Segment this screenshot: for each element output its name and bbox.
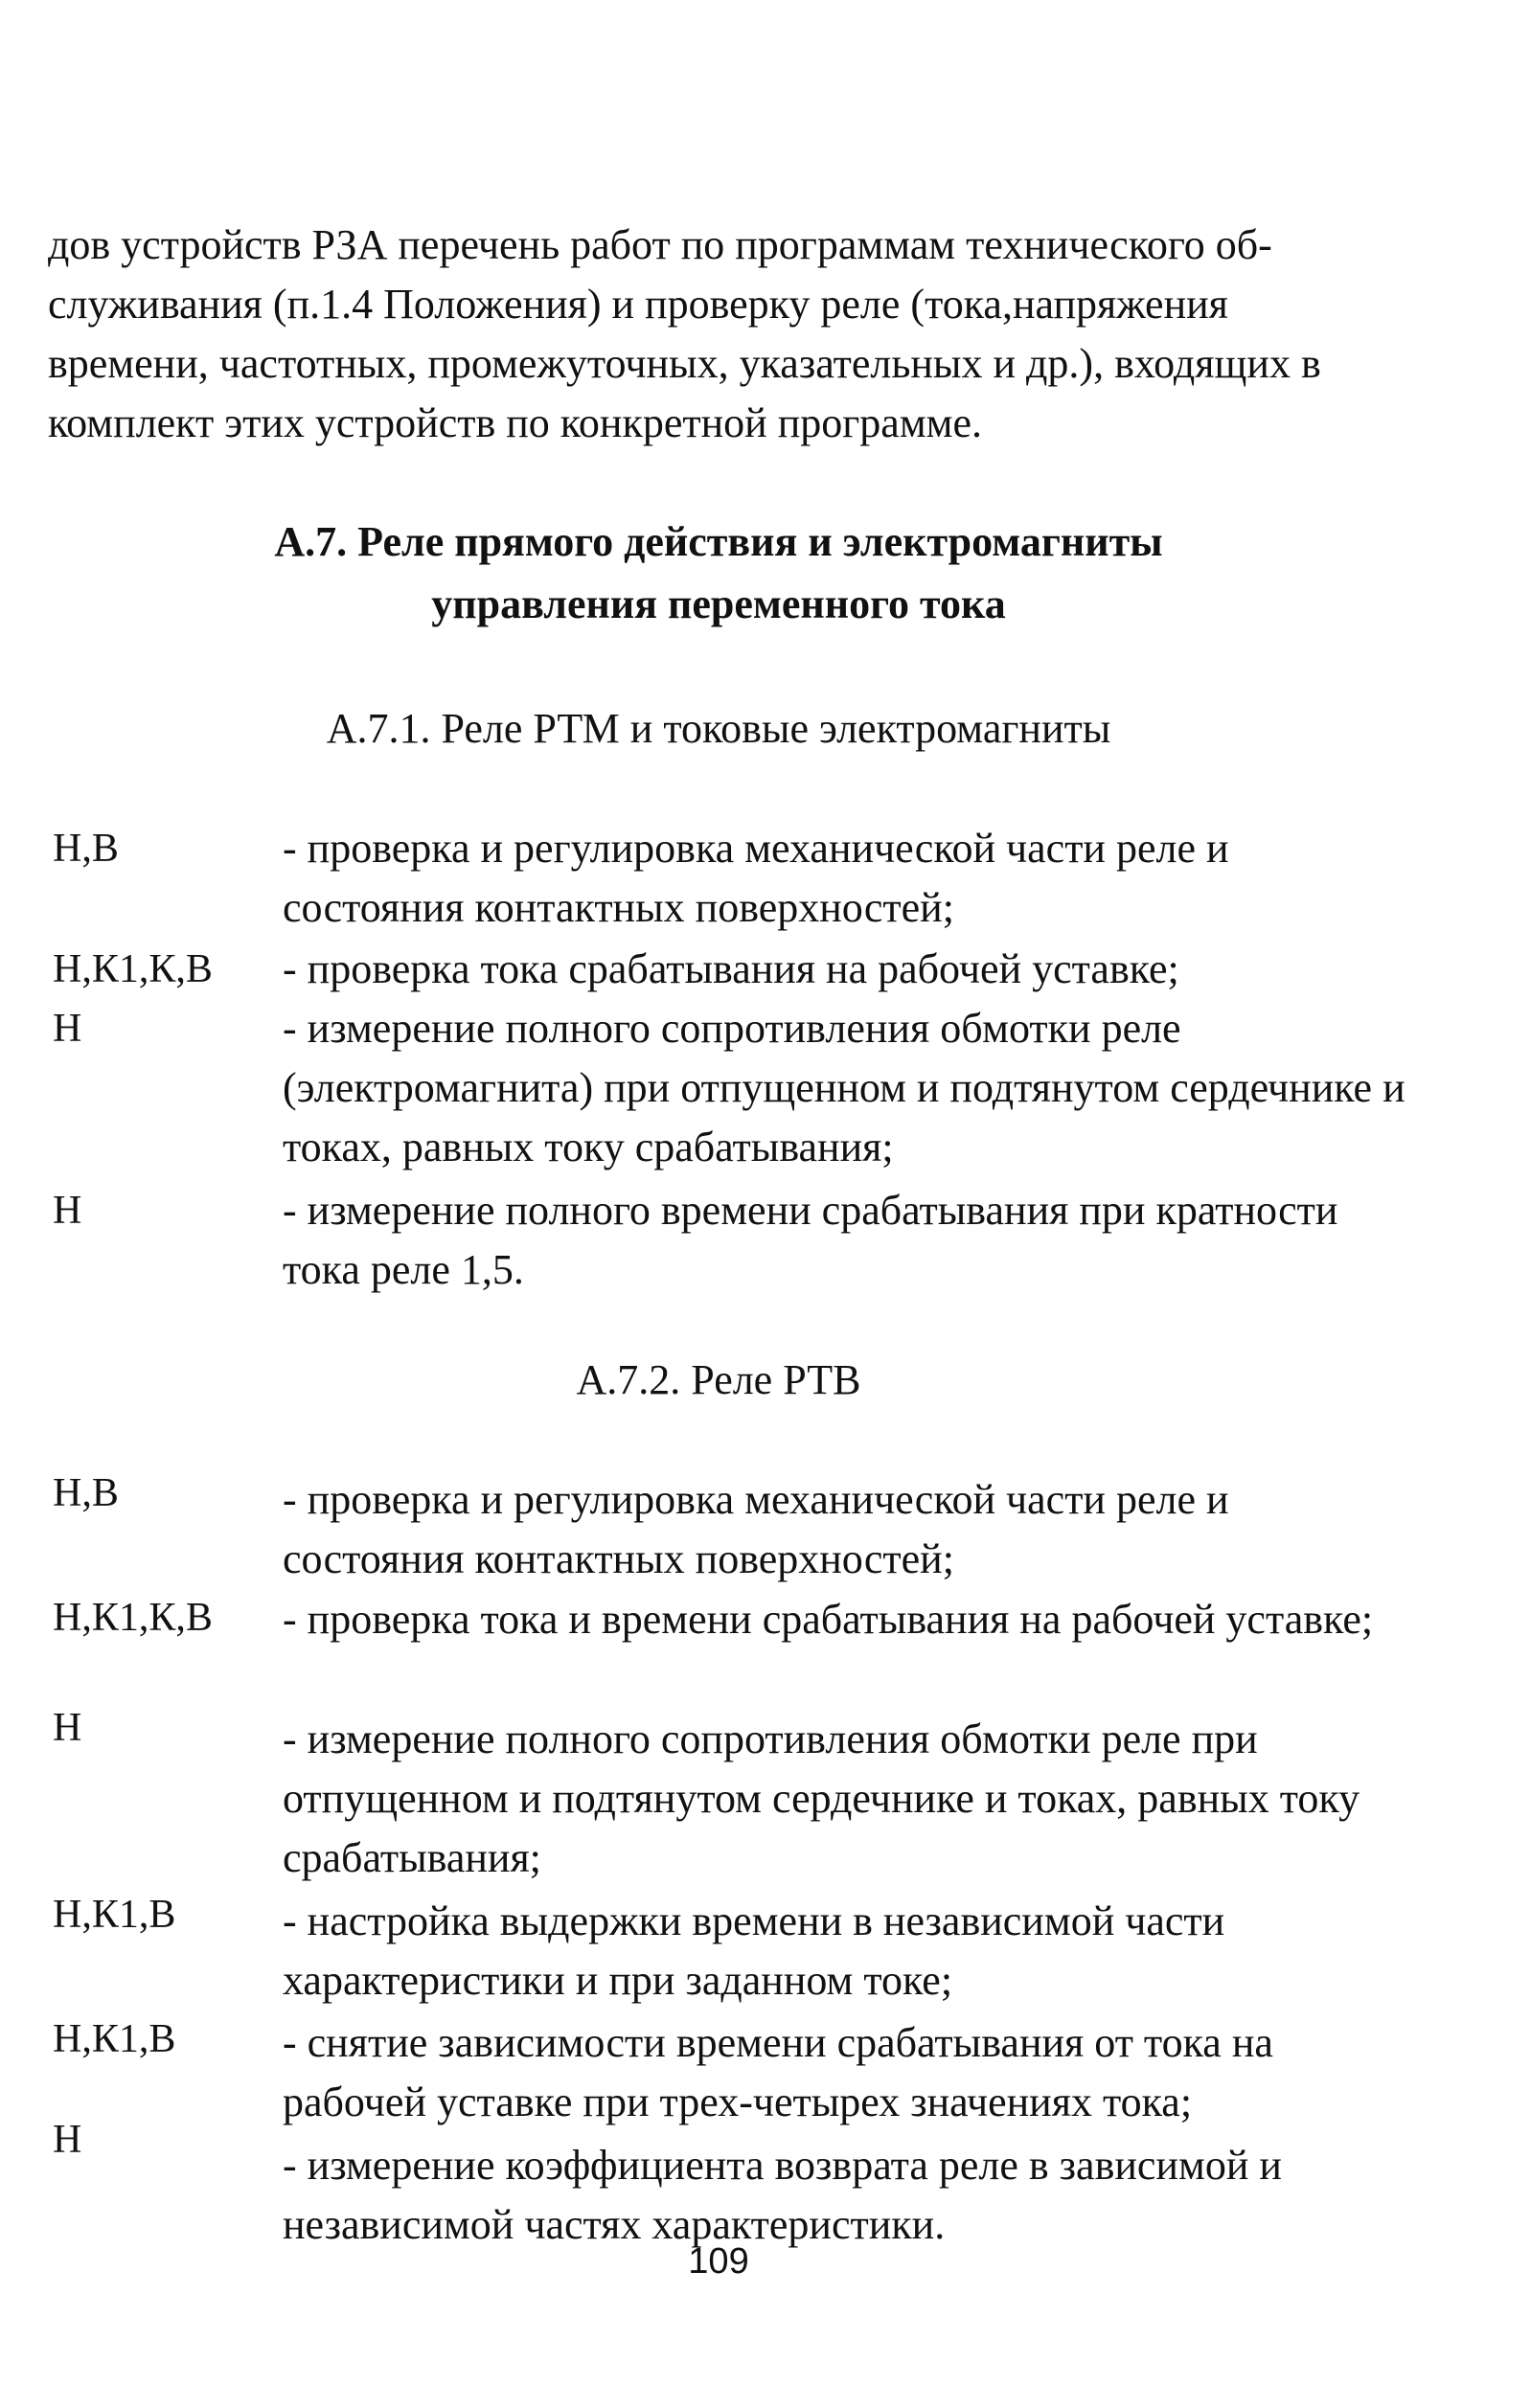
work-code: Н xyxy=(53,1007,82,1051)
work-code: Н xyxy=(53,1189,82,1233)
intro-line: времени, частотных, промежуточных, указательных и др.), входящих в xyxy=(48,340,1321,387)
intro-line: служивания (п.1.4 Положения) и проверку реле (тока,напряжения xyxy=(48,281,1228,328)
work-code: Н,К1,К,В xyxy=(53,1596,213,1640)
work-description: - проверка тока срабатывания на рабочей уставке; xyxy=(283,945,1179,992)
section-title-line-1: А.7. Реле прямого действия и электромагниты xyxy=(274,518,1163,565)
work-code: Н,К1,К,В xyxy=(53,947,213,991)
work-code: Н,К1,В xyxy=(53,1893,176,1937)
work-description: - измерение полного сопротивления обмотки реле (электромагнита) при отпущенном и подтянутом сердечнике и токах, равных току срабатывания; xyxy=(283,1005,1405,1170)
work-description: - настройка выдержки времени в независимой части характеристики и при заданном токе; xyxy=(283,1897,1225,2004)
work-description: - проверка и регулировка механической части реле и состояния контактных поверхностей; xyxy=(283,1476,1229,1582)
work-description: - снятие зависимости времени срабатывания от тока на рабочей уставке при трех-четырех значениях тока; xyxy=(283,2019,1273,2125)
work-code: Н xyxy=(53,1706,82,1750)
intro-line: комплект этих устройств по конкретной программе. xyxy=(48,399,983,446)
subsection-title: А.7.2. Реле РТВ xyxy=(576,1356,861,1403)
work-code: Н xyxy=(53,2118,82,2162)
work-description: - измерение полного времени срабатывания при кратности тока реле 1,5. xyxy=(283,1187,1338,1293)
work-code: Н,К1,В xyxy=(53,2017,176,2061)
work-description: - проверка и регулировка механической части реле и состояния контактных поверхностей; xyxy=(283,825,1229,931)
section-title-line-2: управления переменного тока xyxy=(431,580,1006,627)
work-code: Н,В xyxy=(53,1471,119,1515)
page-number: 109 xyxy=(688,2241,749,2282)
work-description: - проверка тока и времени срабатывания на рабочей уставке; xyxy=(283,1596,1374,1643)
work-description: - измерение полного сопротивления обмотки реле при отпущенном и подтянутом сердечнике и токах, равных току срабатывания; xyxy=(283,1715,1360,1881)
subsection-title: А.7.1. Реле РТМ и токовые электромагниты xyxy=(326,705,1111,752)
work-code: Н,В xyxy=(53,827,119,871)
work-description: - измерение коэффициента возврата реле в зависимой и независимой частях характеристики. xyxy=(283,2142,1282,2248)
intro-line: дов устройств РЗА перечень работ по программам технического об- xyxy=(48,221,1272,268)
